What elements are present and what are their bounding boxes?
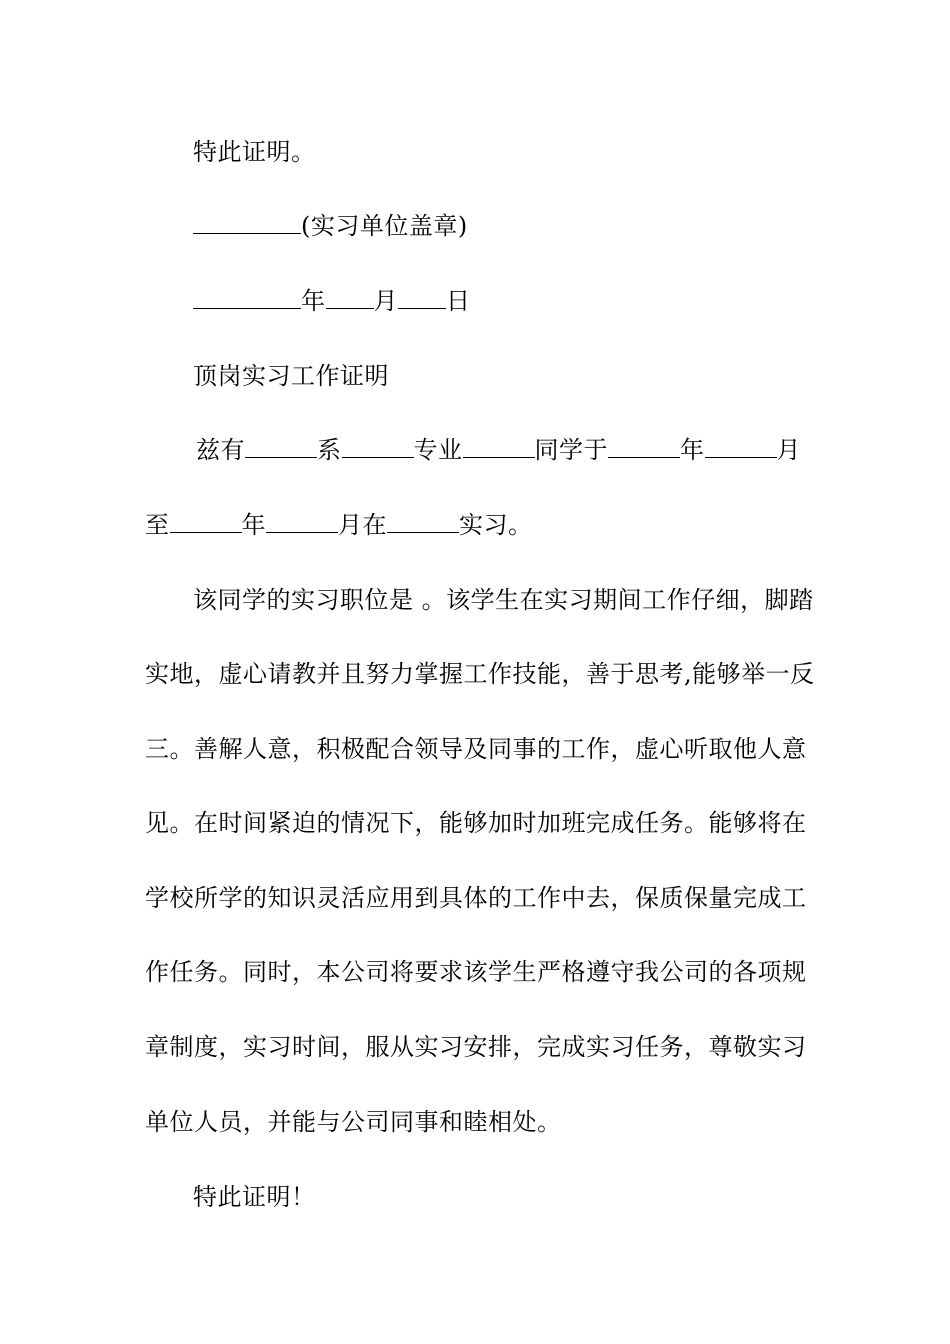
start-year-blank: [608, 435, 680, 458]
body-line-3: 三。善解人意，积极配合领导及同事的工作，虚心听取他人意: [145, 735, 807, 763]
end-month-blank: [266, 510, 338, 533]
day-label: 日: [446, 287, 471, 315]
intro-text: 年: [680, 436, 705, 464]
month-label: 月: [373, 287, 398, 315]
year-label: 年: [301, 287, 326, 315]
intro-line-1: [196, 434, 816, 466]
body-line-8: 单位人员，并能与公司同事和睦相处。: [145, 1108, 562, 1136]
closing-text: 特此证明！: [193, 1183, 316, 1211]
intro-text: 同学于: [534, 436, 608, 464]
body-line-6: 作任务。同时，本公司将要求该学生严格遵守我公司的各项规: [145, 958, 807, 986]
body-line-5: 学校所学的知识灵活应用到具体的工作中去，保质保量完成工: [145, 884, 807, 912]
intro-text: 系: [317, 436, 342, 464]
intro-text: 至: [145, 511, 170, 539]
month-blank: [326, 286, 374, 309]
department-blank: [342, 435, 414, 458]
body-line-2: 实地，虚心请教并且努力掌握工作技能，善于思考,能够举一反: [145, 660, 815, 688]
stamp-blank: [193, 211, 301, 234]
document-title: [193, 360, 813, 392]
body-line-4: 见。在时间紧迫的情况下，能够加时加班完成任务。能够将在: [145, 809, 807, 837]
year-blank: [193, 286, 301, 309]
day-blank: [398, 286, 446, 309]
intro-text: 兹有: [196, 436, 245, 464]
date-line: [193, 285, 813, 317]
major-blank: [463, 435, 535, 458]
name-blank: [245, 435, 317, 458]
stamp-label: (实习单位盖章): [301, 212, 468, 240]
end-year-blank: [170, 510, 242, 533]
closing-statement-1: [193, 136, 813, 168]
body-line-7: 章制度，实习时间，服从实习安排，完成实习任务，尊敬实习: [145, 1033, 807, 1061]
intro-text: 月: [776, 436, 801, 464]
intro-text: 月在: [338, 511, 387, 539]
title-text: 顶岗实习工作证明: [193, 362, 389, 390]
stamp-line: [193, 210, 813, 242]
intro-text: 年: [241, 511, 266, 539]
intro-text: 实习。: [459, 511, 533, 539]
start-month-blank: [705, 435, 777, 458]
closing-statement-2: [193, 1181, 813, 1213]
intro-line-2: [145, 509, 815, 541]
closing-text: 特此证明。: [193, 138, 316, 166]
body-line-1: 该同学的实习职位是 。该学生在实习期间工作仔细，脚踏: [193, 586, 814, 614]
company-blank: [387, 510, 459, 533]
intro-text: 专业: [413, 436, 463, 464]
